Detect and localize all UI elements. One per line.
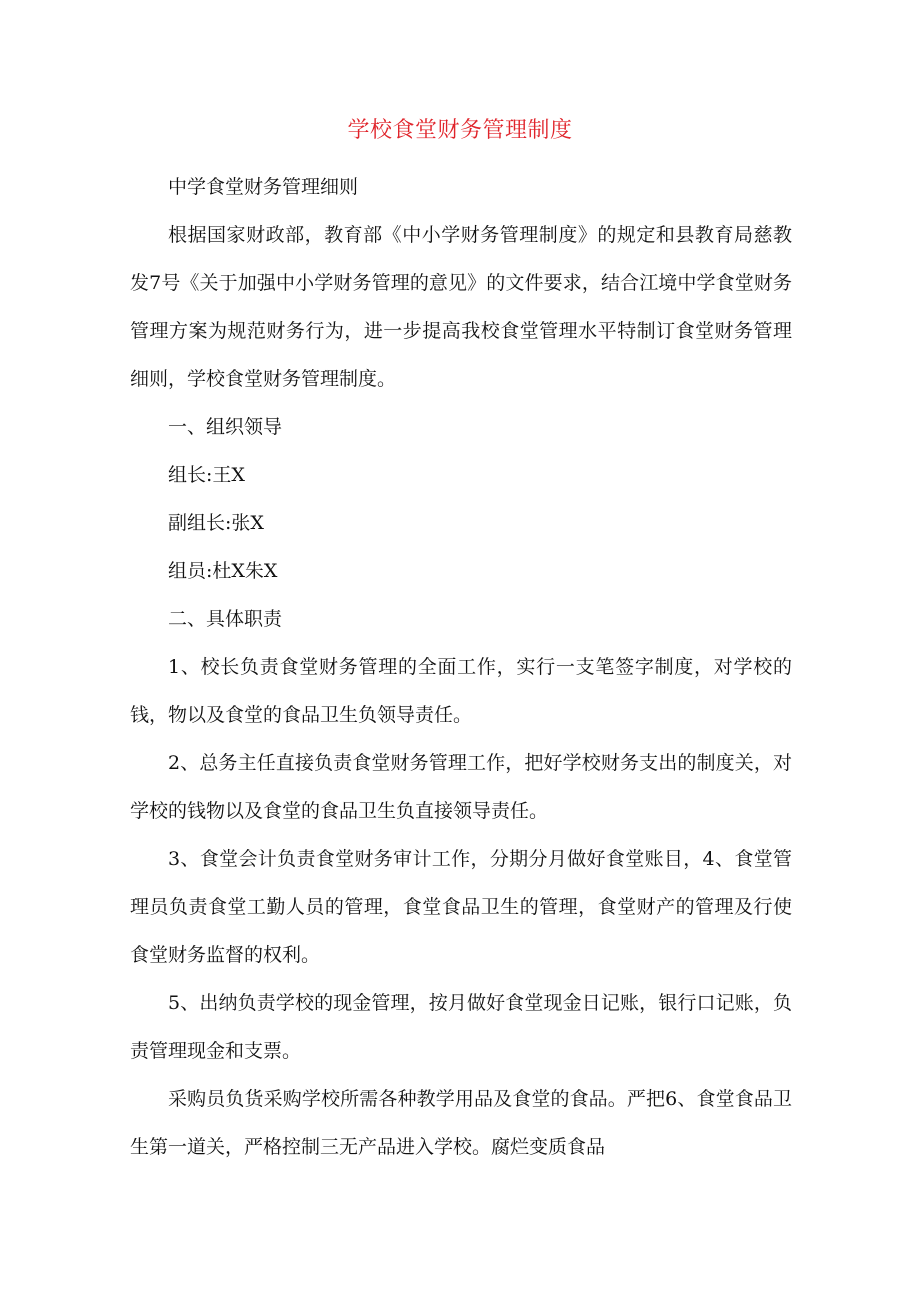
document-body [130, 163, 792, 1171]
paragraph-duty-2: 2、总务主任直接负责食堂财务管理工作，把好学校财务支出的制度关，对学校的钱物以及食堂的食品卫生负直接领导责任。 [130, 752, 792, 822]
paragraph-duty-1: 1、校长负责食堂财务管理的全面工作，实行一支笔签字制度，对学校的钱，物以及食堂的食品卫生负领导责任。 [130, 656, 792, 726]
section-heading-duties: 二、具体职责 [168, 608, 283, 630]
paragraph-subtitle: 中学食堂财务管理细则 [168, 176, 359, 198]
paragraph-deputy-leader: 副组长:张X [168, 512, 264, 534]
paragraph-duty-3-4: 3、食堂会计负责食堂财务审计工作，分期分月做好食堂账目，4、食堂管理员负责食堂工勤人员的管理，食堂食品卫生的管理，食堂财产的管理及行使食堂财务监督的权利。 [130, 848, 792, 966]
paragraph-intro: 根据国家财政部，教育部《中小学财务管理制度》的规定和县教育局慈教发7号《关于加强中小学财务管理的意见》的文件要求，结合江境中学食堂财务管理方案为规范财务行为，进一步提高我校食堂管理水平特制订食堂财务管理细则，学校食堂财务管理制度。 [130, 224, 792, 390]
paragraph-duty-5: 5、出纳负责学校的现金管理，按月做好食堂现金日记账，银行口记账，负责管理现金和支票。 [130, 992, 792, 1062]
paragraph-members: 组员:杜X朱X [168, 560, 278, 582]
section-heading-organization: 一、组织领导 [168, 416, 283, 438]
document-title: 学校食堂财务管理制度 [347, 118, 573, 143]
paragraph-leader: 组长:王X [168, 464, 245, 486]
paragraph-duty-6: 采购员负货采购学校所需各种教学用品及食堂的食品。严把6、食堂食品卫生第一道关，严格控制三无产品进入学校。腐烂变质食品 [130, 1088, 792, 1158]
